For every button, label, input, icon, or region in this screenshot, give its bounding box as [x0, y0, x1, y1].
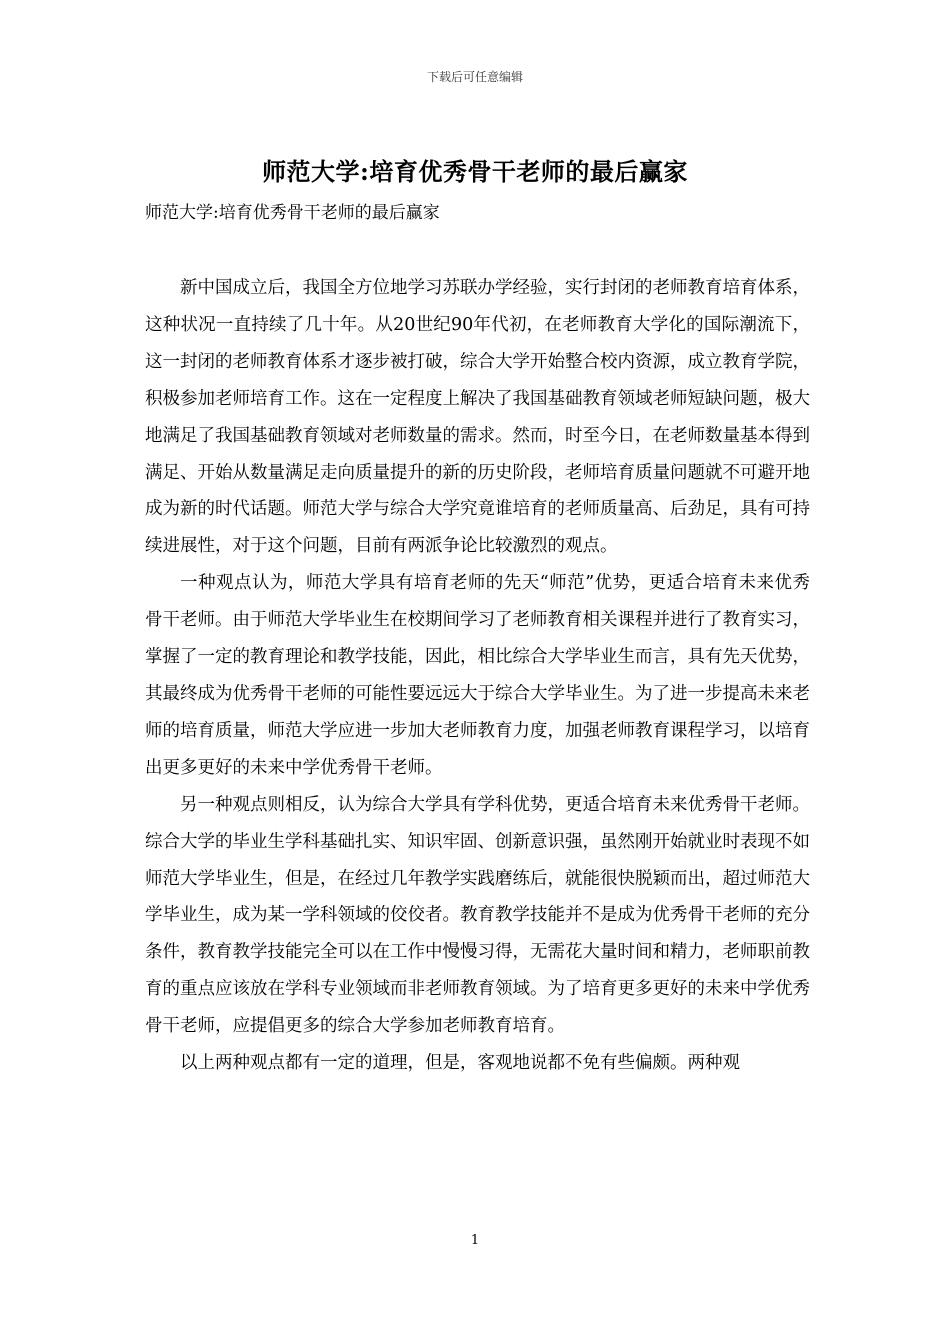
paragraph: 另一种观点则相反，认为综合大学具有学科优势，更适合培育未来优秀骨干老师。综合大学的毕业生学科基础扎实、知识牢固、创新意识强，虽然刚开始就业时表现不如师范大学毕业生，但是，在经过几年教学实践磨练后，就能很快脱颖而出，超过师范大学毕业生，成为某一学科领域的佼佼者。教育教学技能并不是成为优秀骨干老师的充分条件，教育教学技能完全可以在工作中慢慢习得，无需花大量时间和精力，老师职前教育的重点应该放在学科专业领域而非老师教育领域。为了培育更多更好的未来中学优秀骨干老师，应提倡更多的综合大学参加老师教育培育。 — [145, 794, 810, 1037]
document-subtitle: 师范大学:培育优秀骨干老师的最后赢家 — [145, 203, 440, 223]
header-note: 下载后可任意编辑 — [426, 70, 523, 84]
paragraph: 新中国成立后，我国全方位地学习苏联办学经验，实行封闭的老师教育培育体系，这种状况一直持续了几十年。从20世纪90年代初，在老师教育大学化的国际潮流下，这一封闭的老师教育体系才逐步被打破，综合大学开始整合校内资源，成立教育学院，积极参加老师培育工作。这在一定程度上解决了我国基础教育领域老师短缺问题，极大地满足了我国基础教育领域对老师数量的需求。然而，时至今日，在老师数量基本得到满足、开始从数量满足走向质量提升的新的历史阶段，老师培育质量问题就不可避开地成为新的时代话题。师范大学与综合大学究竟谁培育的老师质量高、后劲足，具有可持续进展性，对于这个问题，目前有两派争论比较激烈的观点。 — [145, 278, 810, 557]
document-title: 师范大学:培育优秀骨干老师的最后赢家 — [262, 157, 688, 186]
paragraph: 以上两种观点都有一定的道理，但是，客观地说都不免有些偏颇。两种观 — [180, 1053, 740, 1074]
paragraph: 一种观点认为，师范大学具有培育老师的先天“师范”优势，更适合培育未来优秀骨干老师。由于师范大学毕业生在校期间学习了老师教育相关课程并进行了教育实习，掌握了一定的教育理论和教学技能，因此，相比综合大学毕业生而言，具有先天优势，其最终成为优秀骨干老师的可能性要远远大于综合大学毕业生。为了进一步提高未来老师的培育质量，师范大学应进一步加大老师教育力度，加强老师教育课程学习，以培育出更多更好的未来中学优秀骨干老师。 — [145, 573, 810, 778]
page-number: 1 — [470, 1233, 480, 1248]
body-text — [145, 270, 810, 1082]
